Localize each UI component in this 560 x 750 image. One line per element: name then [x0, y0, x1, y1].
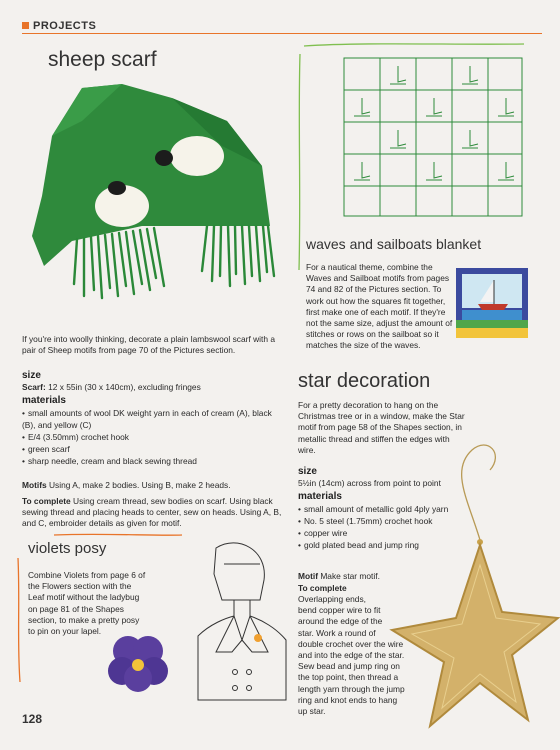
star-motif-text: Make star motif. [318, 571, 380, 581]
sailboat-square-illustration [456, 268, 528, 338]
blanket-sketch [340, 54, 526, 220]
woman-jacket-sketch [186, 540, 296, 710]
page-number: 128 [22, 712, 43, 726]
list-item: • copper wire [298, 527, 488, 539]
list-item: • small amounts of wool DK weight yarn in each of cream (A), black (B), and yellow (C) [22, 407, 284, 431]
sheep-size-value: 12 x 55in (30 x 140cm), excluding fringes [45, 382, 201, 392]
sheep-motifs-label: Motifs [22, 480, 47, 490]
sheep-size-label: Scarf: [22, 382, 46, 392]
sheep-complete [22, 496, 284, 530]
list-item: • E/4 (3.50mm) crochet hook [22, 431, 284, 443]
sheep-scarf-title: sheep scarf [48, 48, 157, 71]
star-motif-label: Motif [298, 571, 318, 581]
star-complete-text: Overlapping ends, bend copper wire to fit around the edge of the star. Work a round of double crochet over the wire and into the edge of the star. Sew bead and jump ring on the top point, then thread a length yarn through the jump ring and knot ends to hang up star. [298, 594, 405, 717]
waves-title: waves and sailboats blanket [306, 236, 482, 252]
waves-text: For a nautical theme, combine the Waves and Sailboat motifs from pages 74 and 82 of the Pictures section. To work out how the squares fit together, first make one of each motif. If they're not the same size, adjust the amount of stitches or rows on the sailboat so it matches the size of the waves. [306, 262, 453, 351]
violets-title: violets posy [28, 540, 107, 557]
sheep-complete-label: To complete [22, 496, 71, 506]
star-materials-heading: materials [298, 491, 342, 502]
list-item: • gold plated bead and jump ring [298, 539, 488, 551]
sheep-complete-text: Using cream thread, sew bodies on scarf. Using black sewing thread and placing heads to center, sew on heads. Using A, B, and C, embroider details as given for motif. [22, 496, 282, 529]
section-label: PROJECTS [22, 20, 96, 32]
star-motif [298, 571, 380, 582]
list-item: • sharp needle, cream and black sewing thread [22, 455, 284, 467]
sheep-intro: If you're into woolly thinking, decorate a plain lambswool scarf with a pair of Sheep motifs from page 70 of the Pictures section. [22, 334, 275, 356]
violets-text: Combine Violets from page 6 of the Flowers section with the Leaf motif without the ladybug on page 81 of the Shapes section, to make a pretty posy to pin on your lapel. [28, 570, 146, 637]
list-item: • No. 5 steel (1.75mm) crochet hook [298, 515, 488, 527]
sheep-size [22, 382, 284, 393]
header-rule [22, 33, 542, 34]
star-complete-label: To complete [298, 583, 347, 593]
sheep-size-heading: size [22, 370, 41, 381]
star-size-heading: size [298, 466, 317, 477]
star-title: star decoration [298, 370, 431, 392]
sheep-materials-heading: materials [22, 395, 66, 406]
sheep-materials-list [22, 407, 284, 467]
sheep-scarf-photo [22, 76, 290, 306]
sheep-motifs-text: Using A, make 2 bodies. Using B, make 2 heads. [46, 480, 231, 490]
star-intro: For a pretty decoration to hang on the Christmas tree or in a window, make the Star motif from page 58 of the Shapes section, in metallic thread and stiffen the edges with wire. [298, 400, 465, 455]
violet-flower-illustration [108, 633, 168, 695]
list-item: • small amount of metallic gold 4ply yarn [298, 503, 488, 515]
gold-star-illustration [380, 430, 560, 740]
list-item: • green scarf [22, 443, 284, 455]
star-size: 5½in (14cm) across from point to point [298, 478, 441, 488]
section-marker-icon [22, 22, 29, 29]
sheep-motifs [22, 480, 284, 491]
